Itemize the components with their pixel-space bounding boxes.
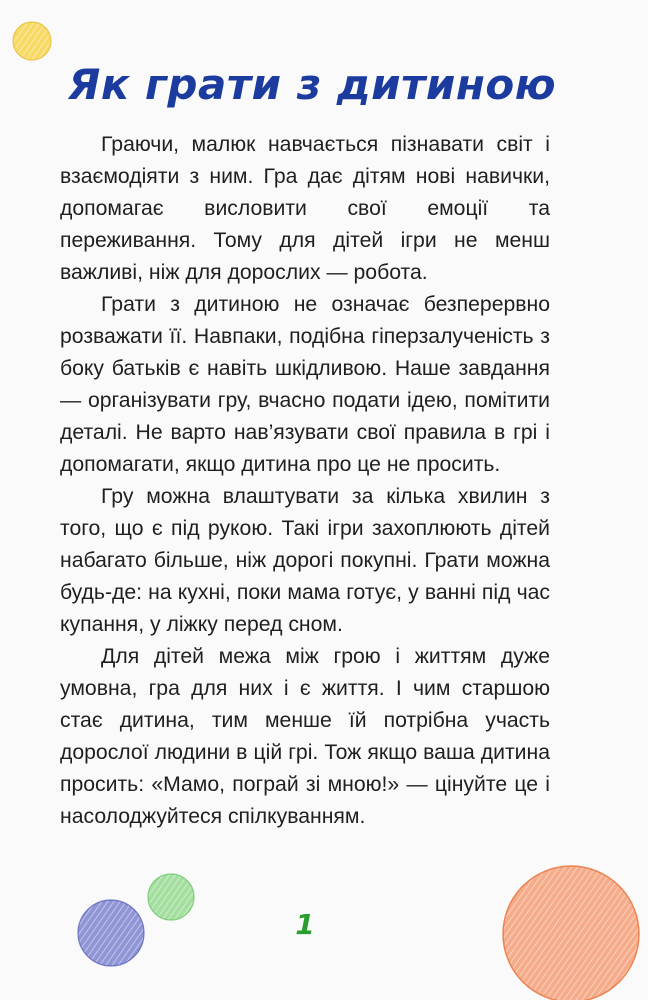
body-text: [60, 129, 550, 833]
green-circle-icon: [148, 874, 194, 920]
paragraph-2: Грати з дитиною не означає безперервно розважати її. Навпаки, подібна гіперзалученість з боку батьків є навіть шкідливою. Наше завдання — організувати гру, вчасно подати ідею, помітити деталі. Не варто нав’язувати свої правила в грі і допомагати, якщо дитина про це не просить.: [60, 293, 550, 476]
page-number: 1: [295, 908, 315, 941]
yellow-circle-icon: [13, 22, 51, 60]
page-title: Як грати з дитиною: [68, 60, 557, 109]
paragraph-1: Граючи, малюк навчається пізнавати світ і взаємодіяти з ним. Гра дає дітям нові навички, допомагає висловити свої емоції та переживання. Тому для дітей ігри не менш важливі, ніж для дорослих — робота.: [60, 133, 550, 284]
blue-circle-icon: [78, 900, 144, 966]
orange-circle-icon: [503, 866, 639, 1000]
paragraph-4: Для дітей межа між грою і життям дуже умовна, гра для них і є життя. І чим старшою стає дитина, тим менше їй потрібна участь дорослої людини в цій грі. Тож якщо ваша дитина просить: «Мамо, пограй зі мною!» — цінуйте це і насолоджуйтеся спілкуванням.: [60, 645, 550, 828]
paragraph-3: Гру можна влаштувати за кілька хвилин з того, що є під рукою. Такі ігри захоплюють дітей набагато більше, ніж дорогі покупні. Грати можна будь-де: на кухні, поки мама готує, у ванні під час купання, у ліжку перед сном.: [60, 485, 550, 636]
